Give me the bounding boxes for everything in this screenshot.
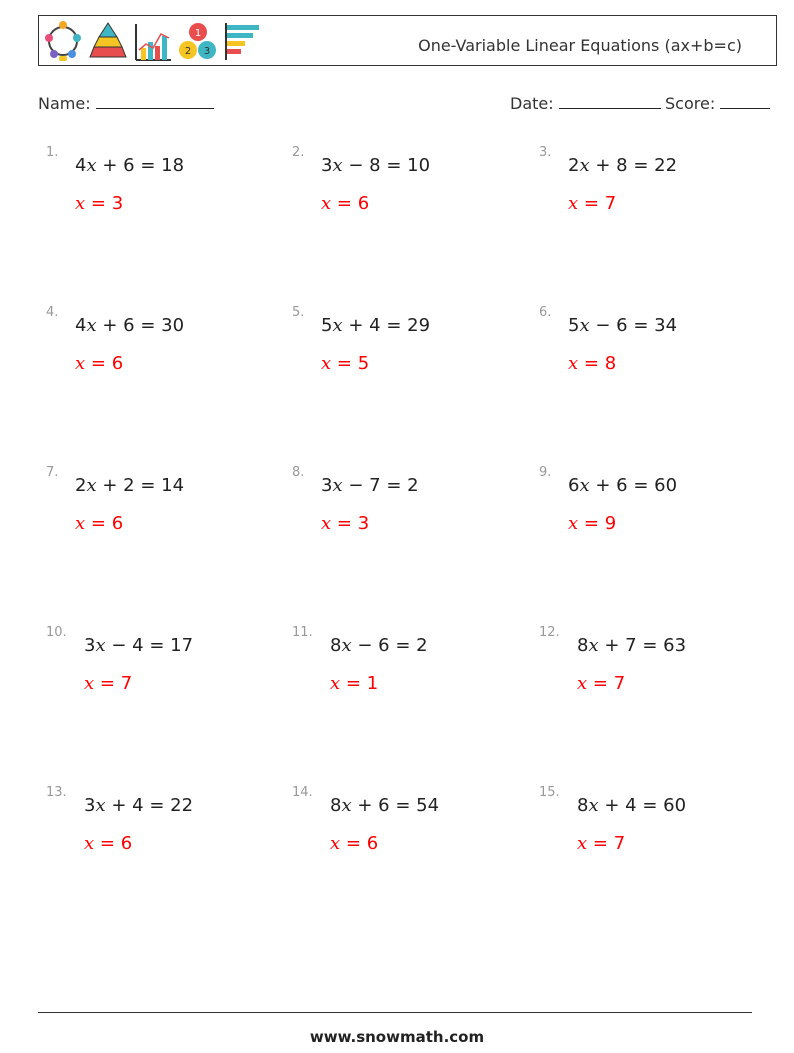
problem-item (539, 305, 769, 415)
svg-text:2: 2 (184, 46, 192, 57)
svg-text:3: 3 (203, 46, 211, 57)
problem-equation: 8x + 7 = 63 (577, 635, 687, 656)
problem-item (46, 625, 276, 735)
svg-text:1: 1 (194, 28, 202, 39)
problem-answer: x = 9 (568, 513, 617, 534)
bar-line-chart-icon (133, 20, 173, 62)
problem-item (292, 145, 522, 255)
problem-item (292, 305, 522, 415)
problem-equation: 3x − 8 = 10 (321, 155, 431, 176)
problem-item (292, 625, 522, 735)
problem-number: 7. (46, 465, 59, 480)
problem-number: 3. (539, 145, 552, 160)
problem-equation: 4x + 6 = 30 (75, 315, 185, 336)
problem-number: 8. (292, 465, 305, 480)
problem-equation: 3x + 4 = 22 (84, 795, 194, 816)
problem-item (46, 305, 276, 415)
worksheet-header (38, 15, 777, 66)
problem-number: 4. (46, 305, 59, 320)
problem-equation: 4x + 6 = 18 (75, 155, 185, 176)
pyramid-chart-icon (89, 20, 127, 62)
problem-number: 10. (46, 625, 67, 640)
worksheet-title: One-Variable Linear Equations (ax+b=c) (418, 36, 742, 55)
problem-answer: x = 6 (321, 193, 370, 214)
problem-equation: 5x + 4 = 29 (321, 315, 431, 336)
problem-equation: 6x + 6 = 60 (568, 475, 678, 496)
problem-answer: x = 7 (568, 193, 617, 214)
problem-equation: 2x + 2 = 14 (75, 475, 185, 496)
people-circle-icon (41, 20, 85, 62)
problem-equation: 5x − 6 = 34 (568, 315, 678, 336)
problem-number: 1. (46, 145, 59, 160)
problem-number: 14. (292, 785, 313, 800)
problem-number: 13. (46, 785, 67, 800)
date-field (510, 94, 661, 113)
problem-number: 11. (292, 625, 313, 640)
problem-answer: x = 6 (75, 353, 124, 374)
problem-equation: 8x − 6 = 2 (330, 635, 428, 656)
problem-item (539, 465, 769, 575)
problem-item (46, 145, 276, 255)
horizontal-bar-chart-icon (223, 20, 263, 62)
problem-answer: x = 3 (321, 513, 370, 534)
problem-answer: x = 7 (577, 673, 626, 694)
problem-answer: x = 3 (75, 193, 124, 214)
problem-number: 12. (539, 625, 560, 640)
date-label: Date: (510, 94, 554, 113)
score-field (665, 94, 770, 113)
problem-item (539, 785, 769, 895)
problem-answer: x = 7 (577, 833, 626, 854)
problem-number: 6. (539, 305, 552, 320)
problem-equation: 8x + 6 = 54 (330, 795, 440, 816)
problem-number: 15. (539, 785, 560, 800)
problem-number: 5. (292, 305, 305, 320)
name-field (38, 94, 214, 113)
score-blank-line[interactable] (720, 94, 770, 109)
problem-answer: x = 6 (75, 513, 124, 534)
problem-answer: x = 7 (84, 673, 133, 694)
problem-equation: 3x − 7 = 2 (321, 475, 419, 496)
problem-item (292, 465, 522, 575)
problem-item (539, 145, 769, 255)
problem-number: 2. (292, 145, 305, 160)
footer-divider (38, 1012, 752, 1013)
problem-item (46, 465, 276, 575)
number-balls-icon (177, 20, 219, 62)
problem-item (46, 785, 276, 895)
problem-number: 9. (539, 465, 552, 480)
problem-answer: x = 1 (330, 673, 379, 694)
problem-item (292, 785, 522, 895)
problem-equation: 2x + 8 = 22 (568, 155, 678, 176)
name-blank-line[interactable] (96, 94, 214, 109)
problem-equation: 3x − 4 = 17 (84, 635, 194, 656)
problem-item (539, 625, 769, 735)
score-label: Score: (665, 94, 716, 113)
problem-equation: 8x + 4 = 60 (577, 795, 687, 816)
date-blank-line[interactable] (559, 94, 661, 109)
problem-answer: x = 6 (84, 833, 133, 854)
problem-answer: x = 8 (568, 353, 617, 374)
footer-website: www.snowmath.com (309, 1028, 485, 1046)
problem-answer: x = 5 (321, 353, 370, 374)
problem-answer: x = 6 (330, 833, 379, 854)
name-label: Name: (38, 94, 91, 113)
